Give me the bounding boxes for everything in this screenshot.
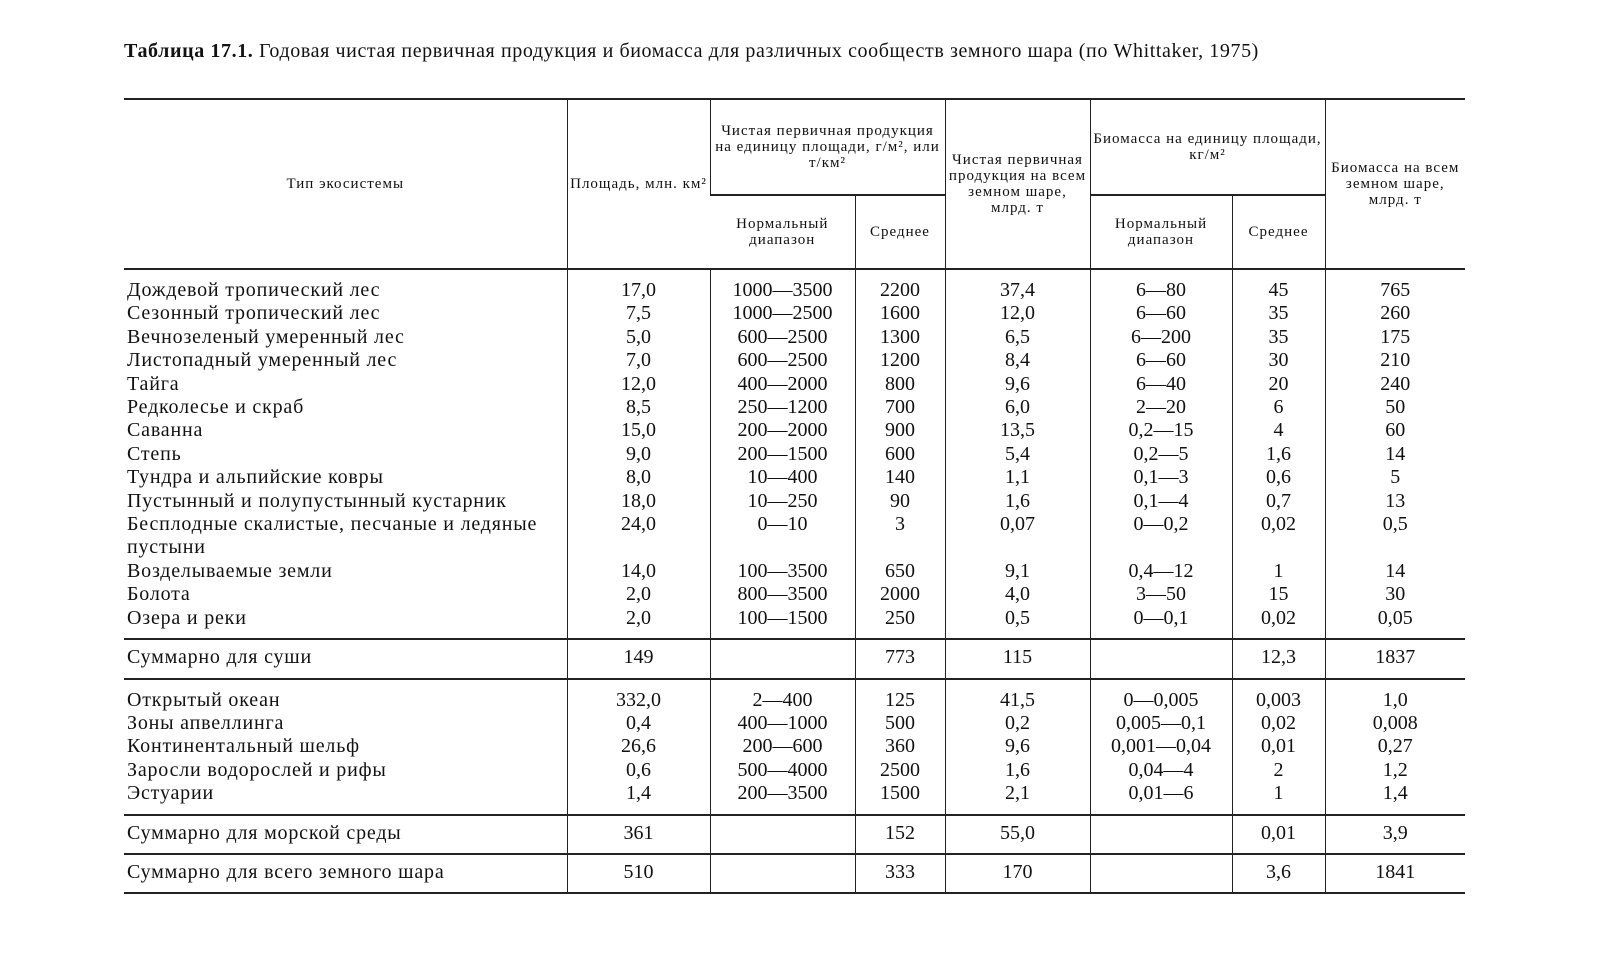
cell: 0,27 xyxy=(1325,735,1465,758)
cell: 1,6 xyxy=(945,490,1090,513)
header-npp-unit: Чистая первичная продукция на единицу площади, г/м², или т/км² xyxy=(710,99,945,195)
cell: 0—10 xyxy=(710,513,855,560)
cell: 5,0 xyxy=(567,326,710,349)
table-row xyxy=(124,443,1465,466)
cell: 250 xyxy=(855,607,945,639)
row-label: Тундра и альпийские ковры xyxy=(127,466,384,489)
land-total-group xyxy=(124,639,1465,678)
cell: 152 xyxy=(855,815,945,854)
cell: 13,5 xyxy=(945,419,1090,442)
cell: 1,4 xyxy=(567,782,710,814)
cell: 240 xyxy=(1325,373,1465,396)
cell: 9,1 xyxy=(945,560,1090,583)
caption-label: Таблица 17.1. xyxy=(124,40,254,62)
cell: 6—60 xyxy=(1090,302,1232,325)
cell: 14 xyxy=(1325,560,1465,583)
cell xyxy=(710,639,855,678)
cell: 37,4 xyxy=(945,269,1090,302)
ocean-total-row xyxy=(124,815,1465,854)
cell: 360 xyxy=(855,735,945,758)
cell: 260 xyxy=(1325,302,1465,325)
cell: 149 xyxy=(567,639,710,678)
cell: 0,04—4 xyxy=(1090,759,1232,782)
cell: 5 xyxy=(1325,466,1465,489)
cell: 12,3 xyxy=(1232,639,1325,678)
cell: 9,0 xyxy=(567,443,710,466)
header-bio-range: Нормальный диапазон xyxy=(1090,195,1232,269)
cell: 170 xyxy=(945,854,1090,893)
cell: 8,4 xyxy=(945,349,1090,372)
cell: 400—1000 xyxy=(710,712,855,735)
row-label: Суммарно для всего земного шара xyxy=(124,854,567,893)
header-bio-total: Биомасса на всем земном шаре, млрд. т xyxy=(1325,99,1465,269)
caption-text: Годовая чистая первичная продукция и биомасса для различных сообществ земного шара (по Whittaker, 1975) xyxy=(259,40,1259,62)
cell: 1200 xyxy=(855,349,945,372)
cell xyxy=(1090,854,1232,893)
cell: 4,0 xyxy=(945,583,1090,606)
cell: 6,5 xyxy=(945,326,1090,349)
table-row xyxy=(124,349,1465,372)
row-label: Суммарно для суши xyxy=(124,639,567,678)
cell: 15,0 xyxy=(567,419,710,442)
table-row xyxy=(124,326,1465,349)
cell: 1,0 xyxy=(1325,679,1465,712)
cell: 4 xyxy=(1232,419,1325,442)
cell: 1 xyxy=(1232,782,1325,814)
cell: 1000—2500 xyxy=(710,302,855,325)
row-label: Бесплодные скалистые, песчаные и ледяные пустыни xyxy=(127,513,538,559)
table-row xyxy=(124,490,1465,513)
header-npp-total: Чистая первичная продукция на всем земном шаре, млрд. т xyxy=(945,99,1090,269)
cell: 200—1500 xyxy=(710,443,855,466)
land-total-row xyxy=(124,639,1465,678)
cell: 400—2000 xyxy=(710,373,855,396)
cell: 2—400 xyxy=(710,679,855,712)
cell: 600 xyxy=(855,443,945,466)
cell: 800 xyxy=(855,373,945,396)
table-row xyxy=(124,583,1465,606)
header-type: Тип экосистемы xyxy=(124,99,567,269)
cell: 115 xyxy=(945,639,1090,678)
cell: 1,6 xyxy=(945,759,1090,782)
land-group xyxy=(124,269,1465,639)
cell: 0,2—15 xyxy=(1090,419,1232,442)
table-row xyxy=(124,560,1465,583)
cell: 2,0 xyxy=(567,583,710,606)
cell: 12,0 xyxy=(567,373,710,396)
header-area: Площадь, млн. км² xyxy=(567,99,710,269)
table-row xyxy=(124,269,1465,302)
row-label: Озера и реки xyxy=(127,606,247,629)
cell: 30 xyxy=(1232,349,1325,372)
cell: 3,6 xyxy=(1232,854,1325,893)
cell: 510 xyxy=(567,854,710,893)
cell: 1,4 xyxy=(1325,782,1465,814)
cell: 600—2500 xyxy=(710,349,855,372)
cell: 6—40 xyxy=(1090,373,1232,396)
cell: 24,0 xyxy=(567,513,710,560)
cell: 210 xyxy=(1325,349,1465,372)
cell: 5,4 xyxy=(945,443,1090,466)
row-label: Дождевой тропический лес xyxy=(127,279,381,301)
row-label: Пустынный и полупустынный кустарник xyxy=(127,489,507,512)
cell: 2500 xyxy=(855,759,945,782)
cell: 17,0 xyxy=(567,269,710,302)
cell: 100—3500 xyxy=(710,560,855,583)
cell: 0—0,005 xyxy=(1090,679,1232,712)
cell: 800—3500 xyxy=(710,583,855,606)
cell: 361 xyxy=(567,815,710,854)
cell: 3—50 xyxy=(1090,583,1232,606)
cell: 7,5 xyxy=(567,302,710,325)
cell: 13 xyxy=(1325,490,1465,513)
cell: 0,02 xyxy=(1232,712,1325,735)
cell: 0,4—12 xyxy=(1090,560,1232,583)
cell: 0,1—4 xyxy=(1090,490,1232,513)
cell: 175 xyxy=(1325,326,1465,349)
row-label: Суммарно для морской среды xyxy=(124,815,567,854)
cell: 0,07 xyxy=(945,513,1090,560)
cell: 2,1 xyxy=(945,782,1090,814)
cell: 9,6 xyxy=(945,373,1090,396)
cell: 200—2000 xyxy=(710,419,855,442)
cell: 1000—3500 xyxy=(710,269,855,302)
cell: 20 xyxy=(1232,373,1325,396)
cell: 50 xyxy=(1325,396,1465,419)
cell: 250—1200 xyxy=(710,396,855,419)
cell xyxy=(1090,639,1232,678)
cell: 333 xyxy=(855,854,945,893)
row-label: Болота xyxy=(127,583,191,606)
cell: 700 xyxy=(855,396,945,419)
table-row xyxy=(124,782,1465,814)
cell: 1300 xyxy=(855,326,945,349)
cell: 0,6 xyxy=(1232,466,1325,489)
cell: 3 xyxy=(855,513,945,560)
cell: 200—3500 xyxy=(710,782,855,814)
production-biomass-table xyxy=(124,98,1465,894)
table-row xyxy=(124,396,1465,419)
cell: 0,2 xyxy=(945,712,1090,735)
cell: 100—1500 xyxy=(710,607,855,639)
cell: 500 xyxy=(855,712,945,735)
cell: 1841 xyxy=(1325,854,1465,893)
cell: 0,5 xyxy=(1325,513,1465,560)
cell: 18,0 xyxy=(567,490,710,513)
cell: 600—2500 xyxy=(710,326,855,349)
cell: 0,05 xyxy=(1325,607,1465,639)
cell: 14,0 xyxy=(567,560,710,583)
row-label: Сезонный тропический лес xyxy=(127,302,381,325)
table-row xyxy=(124,419,1465,442)
cell: 0,6 xyxy=(567,759,710,782)
header-bio-mean: Среднее xyxy=(1232,195,1325,269)
cell: 90 xyxy=(855,490,945,513)
totals-group xyxy=(124,815,1465,894)
cell: 0—0,2 xyxy=(1090,513,1232,560)
cell: 8,0 xyxy=(567,466,710,489)
cell: 0,01—6 xyxy=(1090,782,1232,814)
table-caption xyxy=(124,38,1324,64)
cell: 12,0 xyxy=(945,302,1090,325)
header-npp-mean: Среднее xyxy=(855,195,945,269)
cell: 1,2 xyxy=(1325,759,1465,782)
header-bio-unit: Биомасса на единицу площади, кг/м² xyxy=(1090,99,1325,195)
table-row xyxy=(124,735,1465,758)
cell: 0,1—3 xyxy=(1090,466,1232,489)
table-row xyxy=(124,302,1465,325)
cell: 2000 xyxy=(855,583,945,606)
global-total-row xyxy=(124,854,1465,893)
cell: 55,0 xyxy=(945,815,1090,854)
cell: 900 xyxy=(855,419,945,442)
cell: 6,0 xyxy=(945,396,1090,419)
cell: 35 xyxy=(1232,302,1325,325)
row-label: Тайга xyxy=(127,372,180,395)
cell: 41,5 xyxy=(945,679,1090,712)
table-row xyxy=(124,373,1465,396)
cell: 15 xyxy=(1232,583,1325,606)
cell: 10—250 xyxy=(710,490,855,513)
cell: 0,01 xyxy=(1232,735,1325,758)
cell: 0,7 xyxy=(1232,490,1325,513)
cell: 9,6 xyxy=(945,735,1090,758)
cell: 6—80 xyxy=(1090,269,1232,302)
cell: 8,5 xyxy=(567,396,710,419)
cell: 0,2—5 xyxy=(1090,443,1232,466)
cell: 2 xyxy=(1232,759,1325,782)
cell xyxy=(710,854,855,893)
cell: 765 xyxy=(1325,269,1465,302)
cell: 0,02 xyxy=(1232,513,1325,560)
table-row xyxy=(124,466,1465,489)
cell: 0,5 xyxy=(945,607,1090,639)
cell: 14 xyxy=(1325,443,1465,466)
cell xyxy=(710,815,855,854)
cell: 0,003 xyxy=(1232,679,1325,712)
row-label: Листопадный умеренный лес xyxy=(127,349,398,372)
cell: 1,6 xyxy=(1232,443,1325,466)
cell: 125 xyxy=(855,679,945,712)
cell: 1600 xyxy=(855,302,945,325)
cell: 500—4000 xyxy=(710,759,855,782)
row-label: Редколесье и скраб xyxy=(127,396,305,419)
cell: 2—20 xyxy=(1090,396,1232,419)
cell: 2,0 xyxy=(567,607,710,639)
cell: 45 xyxy=(1232,269,1325,302)
row-label: Открытый океан xyxy=(127,688,281,711)
cell: 0,02 xyxy=(1232,607,1325,639)
cell: 6—200 xyxy=(1090,326,1232,349)
cell: 1837 xyxy=(1325,639,1465,678)
cell: 0,01 xyxy=(1232,815,1325,854)
table-row xyxy=(124,679,1465,712)
cell: 26,6 xyxy=(567,735,710,758)
cell: 773 xyxy=(855,639,945,678)
cell: 0—0,1 xyxy=(1090,607,1232,639)
cell: 2200 xyxy=(855,269,945,302)
table-row xyxy=(124,513,1465,560)
cell: 3,9 xyxy=(1325,815,1465,854)
table-row xyxy=(124,759,1465,782)
cell: 0,001—0,04 xyxy=(1090,735,1232,758)
row-label: Заросли водорослей и рифы xyxy=(127,758,387,781)
row-label: Саванна xyxy=(127,419,204,442)
cell: 0,005—0,1 xyxy=(1090,712,1232,735)
cell: 332,0 xyxy=(567,679,710,712)
cell: 200—600 xyxy=(710,735,855,758)
cell: 140 xyxy=(855,466,945,489)
cell: 10—400 xyxy=(710,466,855,489)
header-npp-range: Нормальный диапазон xyxy=(710,195,855,269)
cell: 650 xyxy=(855,560,945,583)
table-row xyxy=(124,712,1465,735)
cell: 0,4 xyxy=(567,712,710,735)
ocean-group xyxy=(124,679,1465,815)
cell: 7,0 xyxy=(567,349,710,372)
cell: 6 xyxy=(1232,396,1325,419)
cell xyxy=(1090,815,1232,854)
row-label: Вечнозеленый умеренный лес xyxy=(127,325,405,348)
cell: 35 xyxy=(1232,326,1325,349)
table-row xyxy=(124,607,1465,639)
row-label: Степь xyxy=(127,442,182,465)
cell: 6—60 xyxy=(1090,349,1232,372)
row-label: Эстуарии xyxy=(127,782,214,805)
cell: 60 xyxy=(1325,419,1465,442)
cell: 30 xyxy=(1325,583,1465,606)
cell: 0,008 xyxy=(1325,712,1465,735)
cell: 1500 xyxy=(855,782,945,814)
row-label: Возделываемые земли xyxy=(127,559,333,582)
cell: 1,1 xyxy=(945,466,1090,489)
row-label: Зоны апвеллинга xyxy=(127,711,285,734)
row-label: Континентальный шельф xyxy=(127,735,360,758)
cell: 1 xyxy=(1232,560,1325,583)
